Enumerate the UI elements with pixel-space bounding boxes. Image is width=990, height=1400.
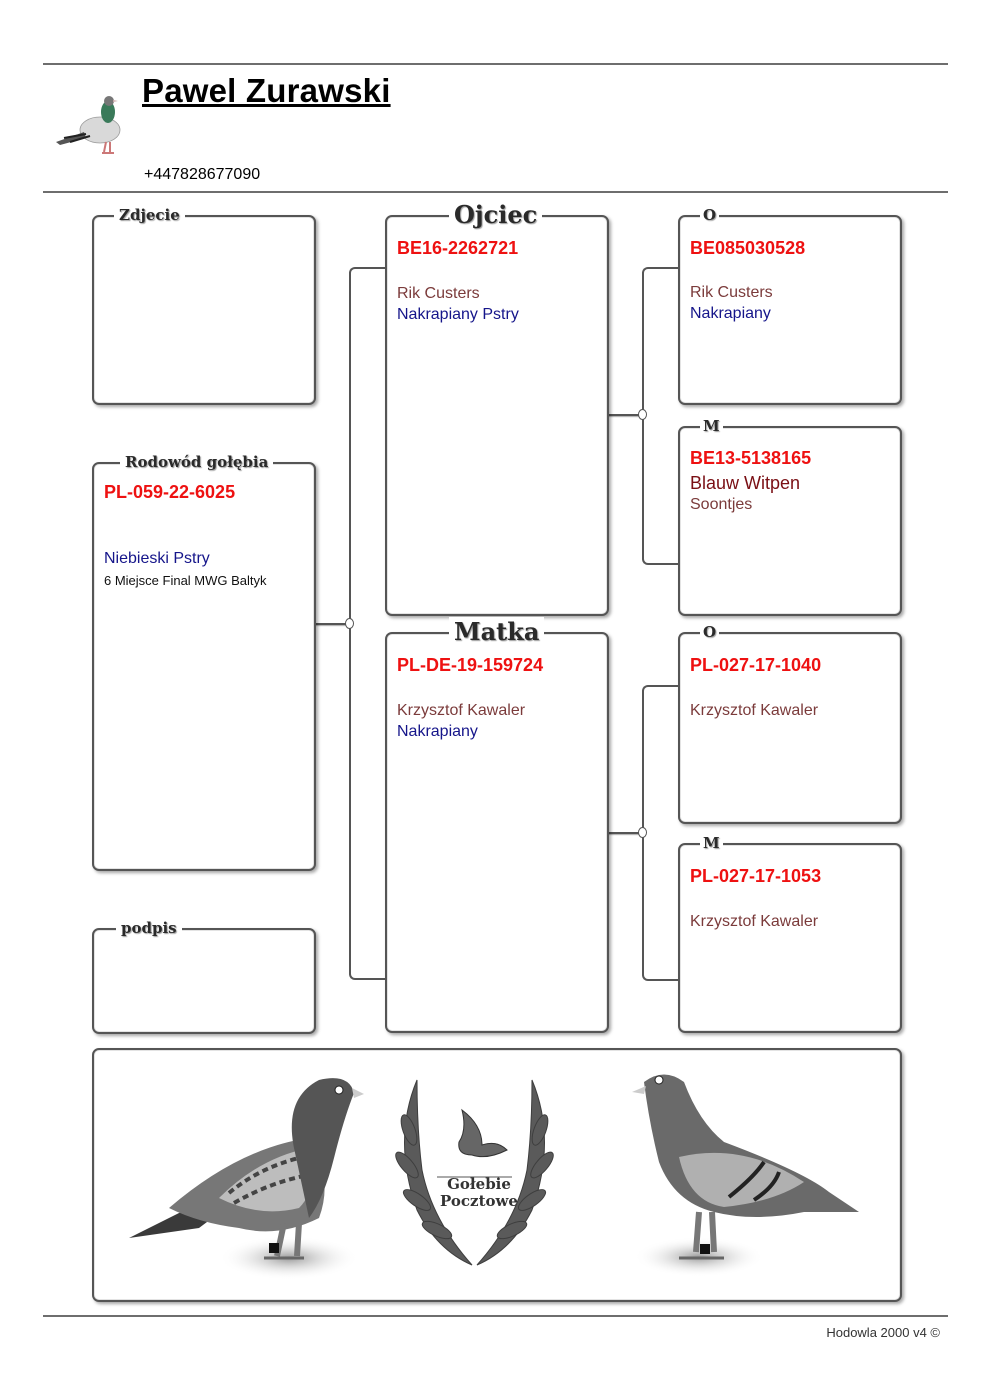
subject-color: Niebieski Pstry bbox=[104, 550, 210, 567]
photo-box-label: Zdjecie bbox=[114, 206, 185, 224]
father-mother-breeder: Soontjes bbox=[690, 496, 753, 513]
mother-label: Matka bbox=[449, 617, 544, 646]
father-ring-number: BE16-2262721 bbox=[397, 238, 519, 258]
father-label: Ojciec bbox=[449, 200, 542, 229]
father-box bbox=[385, 200, 609, 616]
father-father-breeder: Rik Custers bbox=[690, 284, 773, 301]
connector-knot bbox=[638, 409, 647, 420]
father-mother-name: Blauw Witpen bbox=[690, 473, 801, 493]
subject-pedigree-box bbox=[92, 453, 316, 871]
pigeon-illustration-left bbox=[119, 1058, 369, 1283]
mother-mother-box bbox=[678, 834, 902, 1033]
pigeon-illustration-right bbox=[604, 1062, 874, 1277]
emblem-text-line1: Gołebie bbox=[447, 1175, 511, 1193]
golebie-pocztowe-emblem bbox=[387, 1070, 562, 1270]
connector-subject-parents bbox=[349, 267, 385, 980]
mother-mother-label: M bbox=[700, 834, 723, 852]
footer-credit: Hodowla 2000 v4 © bbox=[826, 1325, 940, 1340]
footer-rule bbox=[43, 1315, 948, 1317]
mother-ring-number: PL-DE-19-159724 bbox=[397, 655, 544, 675]
father-mother-box bbox=[678, 417, 902, 616]
mother-father-ring-number: PL-027-17-1040 bbox=[690, 655, 822, 675]
father-mother-label: M bbox=[700, 417, 723, 435]
emblem-text-line2: Pocztowe bbox=[440, 1192, 518, 1210]
mother-breeder: Krzysztof Kawaler bbox=[397, 702, 526, 719]
connector-father-grandparents bbox=[642, 267, 680, 565]
signature-label: podpis bbox=[116, 919, 182, 937]
mother-mother-ring-number: PL-027-17-1053 bbox=[690, 866, 822, 886]
mother-box bbox=[385, 617, 609, 1033]
mother-father-label: O bbox=[700, 623, 719, 641]
mother-father-breeder: Krzysztof Kawaler bbox=[690, 702, 819, 719]
mother-color: Nakrapiany bbox=[397, 723, 478, 740]
father-color: Nakrapiany Pstry bbox=[397, 306, 519, 323]
top-rule bbox=[43, 63, 948, 65]
mother-mother-breeder: Krzysztof Kawaler bbox=[690, 913, 819, 930]
connector-mother-grandparents bbox=[642, 685, 680, 981]
subject-ring-number: PL-059-22-6025 bbox=[104, 482, 236, 502]
father-breeder: Rik Custers bbox=[397, 285, 480, 302]
father-mother-ring-number: BE13-5138165 bbox=[690, 448, 812, 468]
owner-name: Pawel Zurawski bbox=[142, 72, 391, 109]
pigeon-icon bbox=[50, 90, 140, 160]
mother-father-box bbox=[678, 623, 902, 824]
connector-knot bbox=[638, 827, 647, 838]
father-father-color: Nakrapiany bbox=[690, 305, 771, 322]
father-father-ring-number: BE085030528 bbox=[690, 238, 806, 258]
subject-label: Rodowód gołębia bbox=[120, 453, 273, 471]
subject-note: 6 Miejsce Final MWG Baltyk bbox=[104, 573, 267, 588]
connector-knot bbox=[345, 618, 354, 629]
owner-phone: +447828677090 bbox=[144, 166, 261, 183]
father-father-label: O bbox=[700, 206, 719, 224]
pigeon-banner bbox=[92, 1048, 902, 1302]
header-rule bbox=[43, 191, 948, 193]
signature-box[interactable] bbox=[92, 919, 316, 1034]
photo-box[interactable] bbox=[92, 206, 316, 405]
father-father-box bbox=[678, 206, 902, 405]
